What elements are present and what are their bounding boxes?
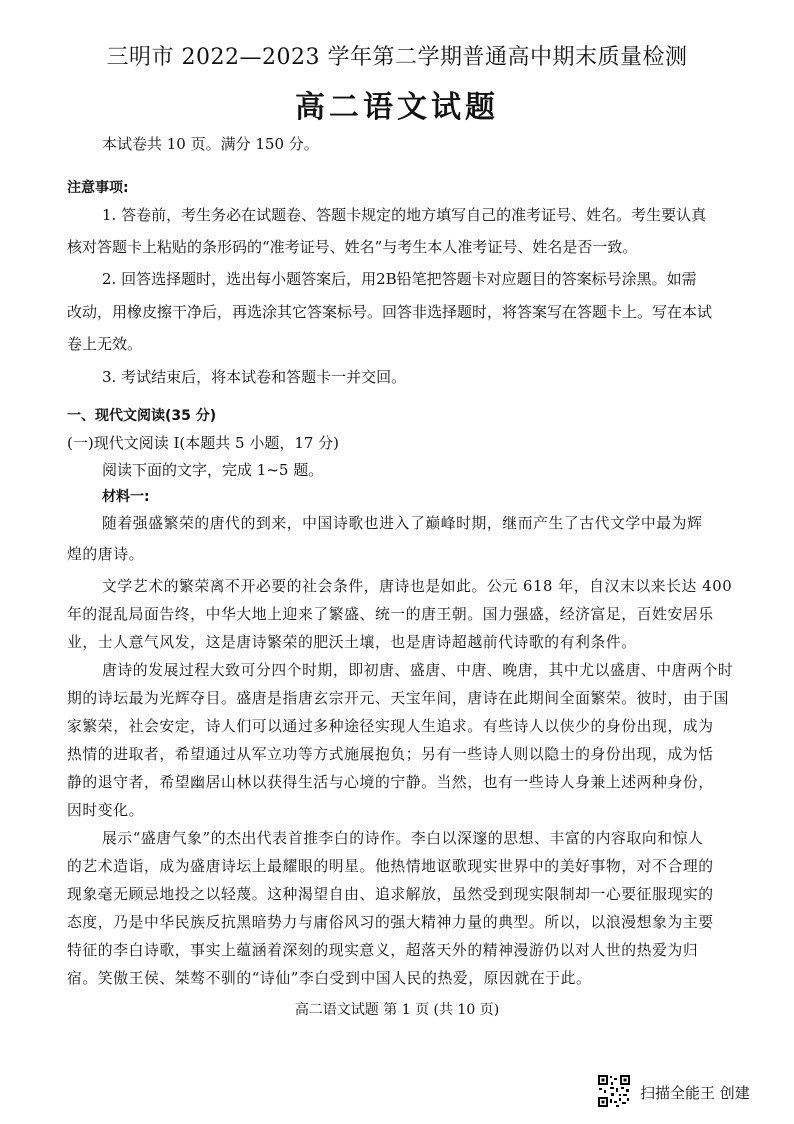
notice-line: 核对答题卡上粘贴的条形码的“准考证号、姓名”与考生本人准考证号、姓名是否一致。 [67,238,638,256]
passage-line: 业，士人意气风发，这是唐诗繁荣的肥沃土壤，也是唐诗超越前代诗歌的有利条件。 [67,634,637,651]
passage-line: 家繁荣，社会安定，诗人们可以通过多种途径实现人生追求。有些诗人以侠少的身份出现，成为 [67,718,714,735]
page-footer: 高二语文试题 第 1 页 (共 10 页) [294,1002,500,1018]
material-label: 材料一: [102,489,150,505]
passage-line: 年的混乱局面告终，中华大地上迎来了繁盛、统一的唐王朝。国力强盛，经济富足，百姓安居乐 [67,606,714,623]
subject-title: 高二语文试题 [295,90,499,125]
qr-code-icon [597,1074,631,1108]
notice-heading: 注意事项: [67,180,129,196]
notice-line: 1. 答卷前，考生务必在试题卷、答题卡规定的地方填写自己的准考证号、姓名。考生要认真 [102,206,707,224]
sub-section-heading: (一)现代文阅读 I(本题共 5 小题，17 分) [67,434,340,452]
passage-line: 态度，乃是中华民族反抗黑暗势力与庸俗风习的强大精神力量的典型。所以，以浪漫想象为主要 [67,914,714,931]
passage-line: 宿。笑傲王侯、桀骜不驯的“诗仙”李白受到中国人民的热爱，原因就在于此。 [67,970,592,987]
notice-line: 卷上无效。 [67,335,143,353]
notice-line: 2. 回答选择题时，选出每小题答案后，用2B铅笔把答题卡对应题目的答案标号涂黑。如需 [102,270,697,288]
passage-line: 展示“盛唐气象”的杰出代表首推李白的诗作。李白以深邃的思想、丰富的内容取向和惊人 [102,830,704,847]
passage-line: 唐诗的发展过程大致可分四个时期，即初唐、盛唐、中唐、晚唐，其中尤以盛唐、中唐两个时 [102,662,734,679]
passage-line: 现象毫无顾忌地投之以轻蔑。这种渴望自由、追求解放，虽然受到现实限制却一心要征服现实的 [67,886,714,903]
passage-line: 期的诗坛最为光辉夺目。盛唐是指唐玄宗开元、天宝年间，唐诗在此期间全面繁荣。彼时，由于国 [67,690,730,707]
passage-line: 热情的进取者，希望通过从军立功等方式施展抱负；另有一些诗人则以隐士的身份出现，成为恬 [67,746,714,763]
passage-line: 因时变化。 [67,802,144,819]
passage-line: 静的退守者，希望幽居山林以获得生活与心境的宁静。当然，也有一些诗人身兼上述两种身份， [67,774,714,791]
notice-line: 改动，用橡皮擦干净后，再选涂其它答案标号。回答非选择题时，将答案写在答题卡上。写在本试 [67,303,713,321]
intro-text: 本试卷共 10 页。满分 150 分。 [102,135,319,153]
section-heading: 一、现代文阅读(35 分) [67,408,217,424]
passage-line: 文学艺术的繁荣离不开必要的社会条件，唐诗也是如此。公元 618 年，自汉末以来长达 400 [102,578,733,595]
passage-line: 随着强盛繁荣的唐代的到来，中国诗歌也进入了巅峰时期，继而产生了古代文学中最为辉 [102,515,703,532]
notice-line: 3. 考试结束后，将本试卷和答题卡一并交回。 [102,368,407,386]
passage-line: 特征的李白诗歌，事实上蕴涵着深刻的现实意义，超落天外的精神漫游仍以对人世的热爱为归 [67,942,699,959]
instruction-text: 阅读下面的文字，完成 1~5 题。 [102,461,324,479]
exam-title: 三明市 2022—2023 学年第二学期普通高中期末质量检测 [106,45,688,70]
scanner-watermark: 扫描全能王 创建 [640,1084,750,1102]
passage-line: 的艺术造诣，成为盛唐诗坛上最耀眼的明星。他热情地讴歌现实世界中的美好事物，对不合理的 [67,858,714,875]
passage-line: 煌的唐诗。 [67,546,144,563]
